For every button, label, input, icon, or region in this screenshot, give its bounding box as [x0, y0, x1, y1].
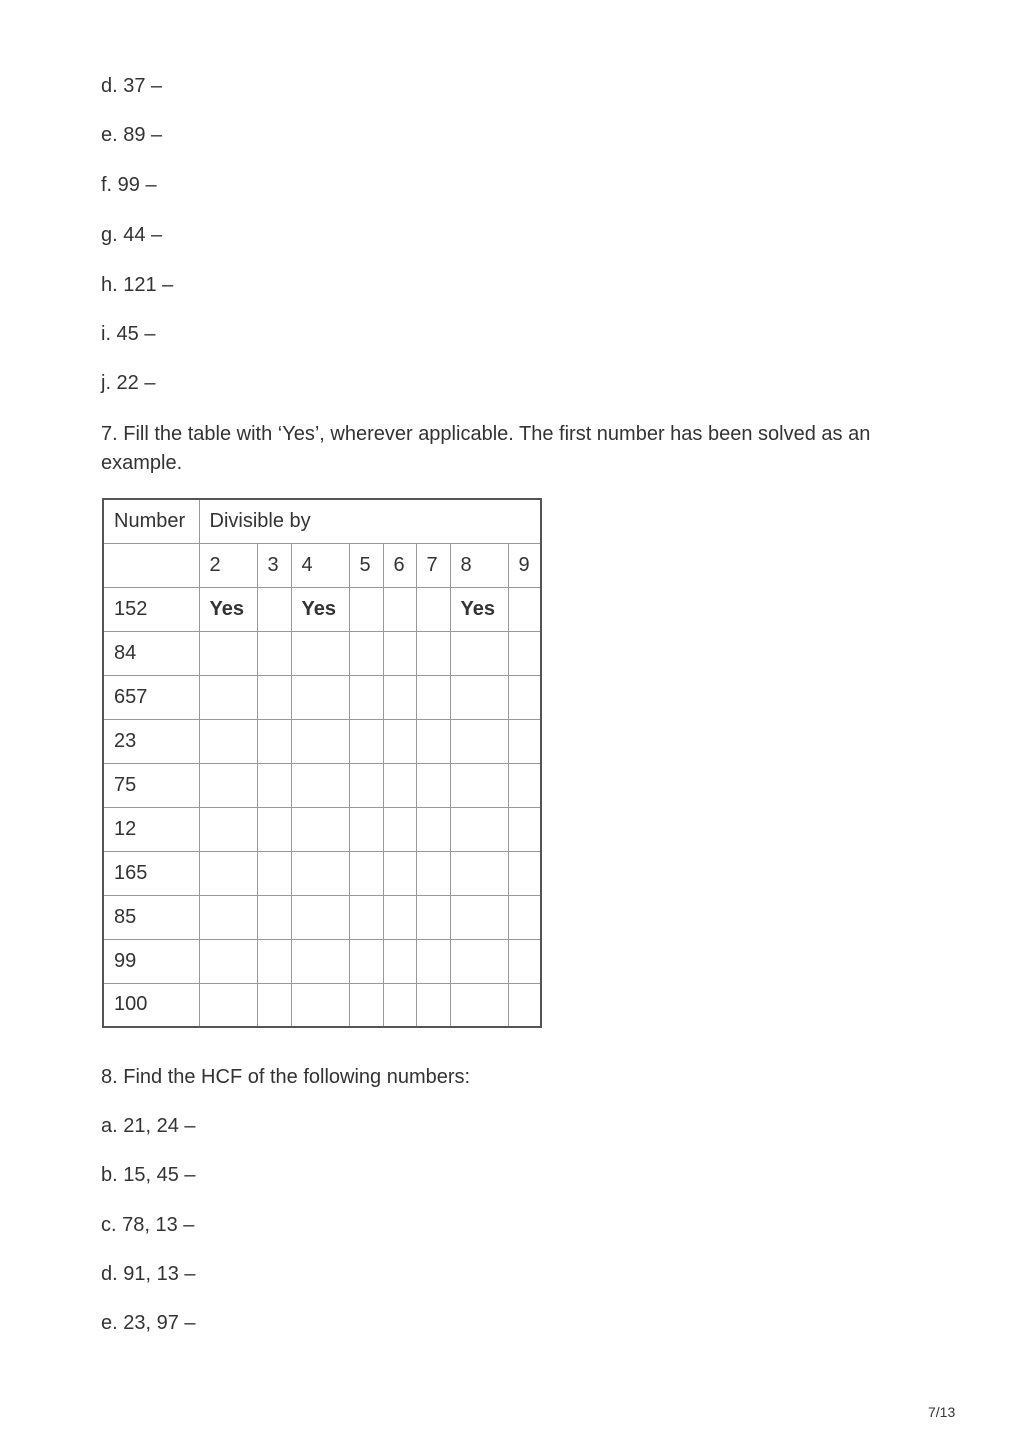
answer-cell	[199, 895, 257, 939]
table-row	[103, 763, 541, 807]
answer-cell	[257, 675, 291, 719]
divisor-row	[103, 543, 541, 587]
answer-cell	[257, 851, 291, 895]
answer-cell	[450, 807, 508, 851]
answer-cell	[450, 851, 508, 895]
header-divisible-by: Divisible by	[199, 499, 541, 543]
answer-cell	[416, 763, 450, 807]
hcf-item-a: a. 21, 24 –	[101, 1115, 196, 1137]
answer-cell	[416, 631, 450, 675]
table-row	[103, 895, 541, 939]
answer-cell	[349, 719, 383, 763]
answer-cell: Yes	[450, 587, 508, 631]
question-7-text: 7. Fill the table with ‘Yes’, wherever applicable. The first number has been solved as an example.	[101, 423, 871, 474]
list-item-d: d. 37 –	[101, 75, 163, 97]
table-row	[103, 675, 541, 719]
hcf-item-b: b. 15, 45 –	[101, 1164, 196, 1186]
number-cell: 657	[103, 675, 199, 719]
answer-cell	[199, 719, 257, 763]
number-cell: 23	[103, 719, 199, 763]
divisor-cell: 5	[349, 543, 383, 587]
answer-cell	[416, 895, 450, 939]
answer-cell	[199, 675, 257, 719]
divisor-cell: 3	[257, 543, 291, 587]
divisor-cell: 2	[199, 543, 257, 587]
answer-cell	[416, 939, 450, 983]
answer-cell	[416, 983, 450, 1027]
answer-cell	[383, 983, 416, 1027]
answer-cell	[349, 763, 383, 807]
list-item-e: e. 89 –	[101, 124, 163, 146]
answer-cell	[450, 983, 508, 1027]
answer-cell	[257, 939, 291, 983]
header-number: Number	[103, 499, 199, 543]
answer-cell	[383, 807, 416, 851]
answer-cell	[450, 763, 508, 807]
answer-cell: Yes	[199, 587, 257, 631]
answer-cell	[383, 763, 416, 807]
answer-cell	[508, 763, 541, 807]
answer-cell	[450, 719, 508, 763]
answer-cell	[416, 851, 450, 895]
answer-cell	[291, 807, 349, 851]
answer-cell	[199, 631, 257, 675]
answer-cell	[416, 719, 450, 763]
answer-cell	[508, 939, 541, 983]
answer-cell	[257, 719, 291, 763]
divisibility-table	[102, 498, 542, 1028]
answer-cell	[450, 675, 508, 719]
table-header-row	[103, 499, 541, 543]
answer-cell	[257, 895, 291, 939]
table-row	[103, 983, 541, 1027]
answer-cell	[508, 895, 541, 939]
answer-cell	[257, 807, 291, 851]
answer-cell	[450, 939, 508, 983]
number-cell: 99	[103, 939, 199, 983]
answer-cell	[416, 675, 450, 719]
divisor-cell: 4	[291, 543, 349, 587]
answer-cell	[349, 631, 383, 675]
answer-cell	[450, 631, 508, 675]
answer-cell	[199, 983, 257, 1027]
answer-cell	[508, 851, 541, 895]
answer-cell	[257, 983, 291, 1027]
divisor-cell: 8	[450, 543, 508, 587]
answer-cell	[291, 719, 349, 763]
answer-cell: Yes	[291, 587, 349, 631]
answer-cell	[199, 763, 257, 807]
answer-cell	[349, 807, 383, 851]
answer-cell	[508, 675, 541, 719]
divisor-corner-cell	[103, 543, 199, 587]
answer-cell	[291, 763, 349, 807]
answer-cell	[349, 939, 383, 983]
answer-cell	[257, 631, 291, 675]
answer-cell	[508, 587, 541, 631]
answer-cell	[450, 895, 508, 939]
table-row	[103, 587, 541, 631]
answer-cell	[508, 807, 541, 851]
answer-cell	[349, 895, 383, 939]
answer-cell	[383, 851, 416, 895]
answer-cell	[383, 675, 416, 719]
answer-cell	[291, 851, 349, 895]
answer-cell	[508, 983, 541, 1027]
number-cell: 12	[103, 807, 199, 851]
answer-cell	[349, 675, 383, 719]
table-row	[103, 807, 541, 851]
divisor-cell: 6	[383, 543, 416, 587]
number-cell: 100	[103, 983, 199, 1027]
table-body	[103, 587, 541, 1027]
answer-cell	[291, 983, 349, 1027]
answer-cell	[383, 587, 416, 631]
list-item-f: f. 99 –	[101, 174, 157, 196]
number-cell: 75	[103, 763, 199, 807]
answer-cell	[291, 895, 349, 939]
answer-cell	[416, 587, 450, 631]
answer-cell	[291, 675, 349, 719]
answer-cell	[349, 983, 383, 1027]
number-cell: 84	[103, 631, 199, 675]
answer-cell	[291, 631, 349, 675]
list-item-h: h. 121 –	[101, 274, 174, 296]
answer-cell	[291, 939, 349, 983]
list-item-i: i. 45 –	[101, 323, 156, 345]
answer-cell	[199, 939, 257, 983]
answer-cell	[199, 851, 257, 895]
answer-cell	[383, 895, 416, 939]
answer-cell	[199, 807, 257, 851]
table-row	[103, 719, 541, 763]
number-cell: 85	[103, 895, 199, 939]
list-item-j: j. 22 –	[101, 372, 156, 394]
answer-cell	[508, 631, 541, 675]
divisor-cell: 7	[416, 543, 450, 587]
number-cell: 152	[103, 587, 199, 631]
hcf-item-d: d. 91, 13 –	[101, 1263, 196, 1285]
list-item-g: g. 44 –	[101, 224, 163, 246]
page-number: 7/13	[928, 1404, 956, 1420]
hcf-item-c: c. 78, 13 –	[101, 1214, 195, 1236]
table-row	[103, 851, 541, 895]
answer-cell	[383, 719, 416, 763]
answer-cell	[349, 851, 383, 895]
answer-cell	[508, 719, 541, 763]
table-row	[103, 631, 541, 675]
table-row	[103, 939, 541, 983]
answer-cell	[416, 807, 450, 851]
answer-cell	[257, 587, 291, 631]
answer-cell	[383, 631, 416, 675]
divisor-cell: 9	[508, 543, 541, 587]
hcf-item-e: e. 23, 97 –	[101, 1312, 196, 1334]
answer-cell	[257, 763, 291, 807]
answer-cell	[383, 939, 416, 983]
number-cell: 165	[103, 851, 199, 895]
question-8-text: 8. Find the HCF of the following numbers:	[101, 1066, 471, 1088]
answer-cell	[349, 587, 383, 631]
